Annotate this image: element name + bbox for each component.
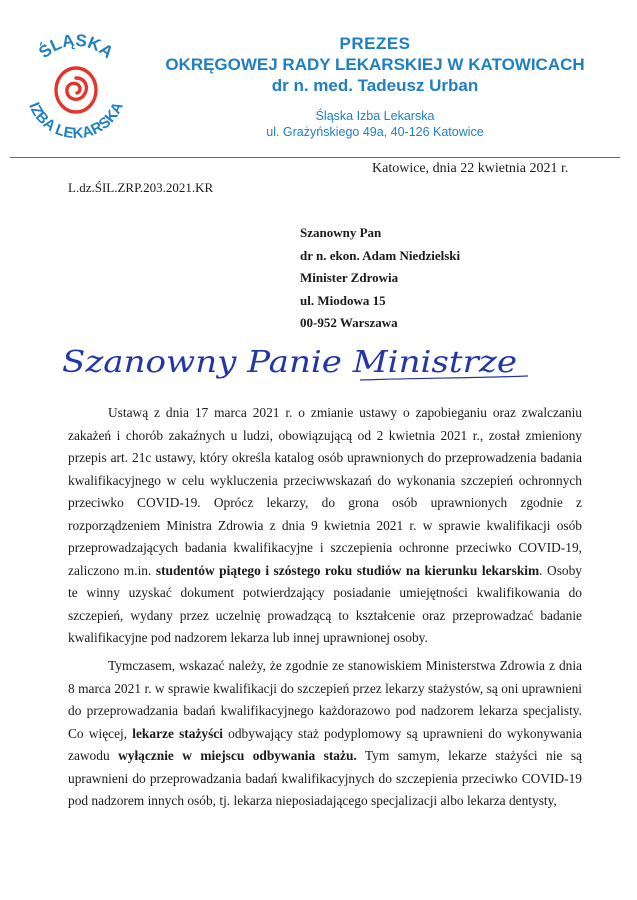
header-subtitle: OKRĘGOWEJ RADY LEKARSKIEJ W KATOWICACH xyxy=(165,55,585,74)
logo-text-top: ŚLĄSKA xyxy=(35,30,117,63)
letter-date: Katowice, dnia 22 kwietnia 2021 r. xyxy=(372,161,569,176)
paragraph-1: Ustawą z dnia 17 marca 2021 r. o zmianie ustawy o zapobieganiu oraz zwalczaniu zakażeń i chorób zakaźnych u ludzi, obowiązującą od 2 kwietnia 2021 r., został zmieniony przepis art. 21c ustawy, który określa katalog osób uprawnionych do przeprowadzenia badania kwalifikacyjnego w celu wykluczenia przeciwwskazań do wykonania szczepień ochronnych przeciwko COVID-19. Oprócz lekarzy, do grona osób uprawnionych zgodnie z rozporządzeniem Ministra Zdrowia z dnia 9 kwietnia 2021 r. w sprawie kwalifikacji osób przeprowadzających badania kwalifikacyjne i szczepienia ochronne przeciwko COVID-19, zaliczono m.in. studentów piątego i szóstego roku studiów na kierunku lekarskim. Osoby te winny uzyskać dokument potwierdzający posiadanie umiejętności kwalifikowania do szczepień, wydany przez uczelnię prowadzącą to kształcenie oraz przeprowadzać badanie kwalifikacyjne pod nadzorem lekarza lub innej uprawnionej osoby. xyxy=(68,405,582,645)
izba-lekarska-logo xyxy=(16,28,136,148)
handwritten-salutation xyxy=(60,338,530,388)
logo-text-bottom: IZBA LEKARSKA xyxy=(25,99,127,143)
header-address: ul. Grażyńskiego 49a, 40-126 Katowice xyxy=(266,125,484,139)
spiral-icon xyxy=(56,68,96,112)
header-org: Śląska Izba Lekarska xyxy=(315,109,435,123)
letterhead xyxy=(140,34,610,139)
recipient-line: Minister Zdrowia xyxy=(300,270,399,285)
header-divider xyxy=(10,157,620,158)
recipient-line: Szanowny Pan xyxy=(300,225,382,240)
recipient-address xyxy=(300,222,460,335)
recipient-line: ul. Miodowa 15 xyxy=(300,292,386,308)
header-title: PREZES xyxy=(339,34,411,53)
reference-number: L.dz.ŚIL.ZRP.203.2021.KR xyxy=(68,180,214,195)
header-name: dr n. med. Tadeusz Urban xyxy=(271,76,479,95)
svg-text:Szanowny Panie Ministrze: Szanowny Panie Ministrze xyxy=(62,345,517,380)
recipient-line: dr n. ekon. Adam Niedzielski xyxy=(300,247,461,263)
recipient-line: 00-952 Warszawa xyxy=(300,315,398,330)
paragraph-2: Tymczasem, wskazać należy, że zgodnie ze stanowiskiem Ministerstwa Zdrowia z dnia 8 marca 2021 r. w sprawie kwalifikacji do szczepień przez lekarzy stażystów, są oni uprawnieni do przeprowadzania badań kwalifikacyjnego każdorazowo pod nadzorem lekarza specjalisty. Co więcej, lekarze stażyści odbywający staż podyplomowy są uprawnieni do wykonywania zawodu wyłącznie w miejscu odbywania stażu. Tym samym, lekarze stażyści nie są uprawnieni do przeprowadzania badań kwalifikacyjnych do szczepienia przeciwko COVID-19 pod nadzorem innych osób, tj. lekarza nieposiadającego specjalizacji albo lekarza dentysty, xyxy=(68,658,582,808)
